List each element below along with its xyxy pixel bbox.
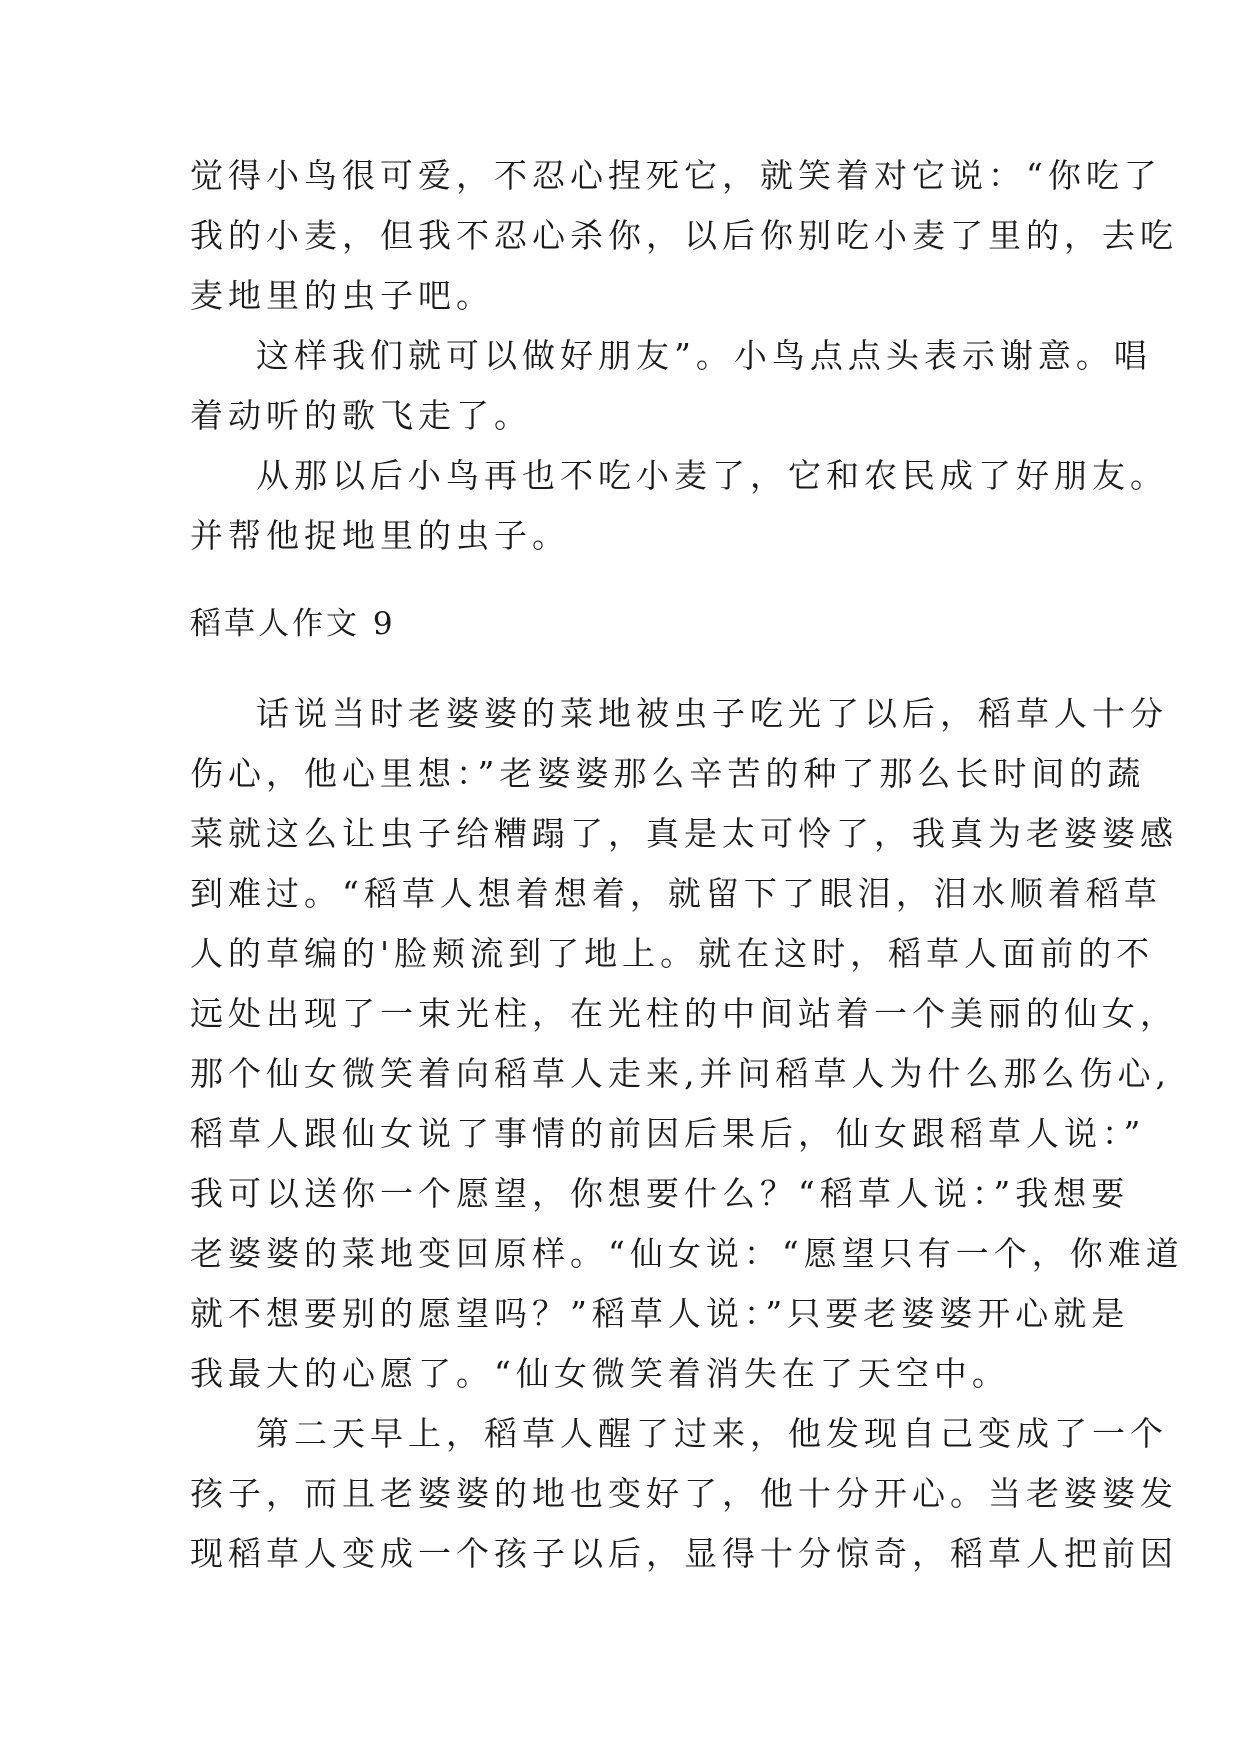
story-continuation-block <box>190 146 1178 566</box>
paragraph-line: 我最大的心愿了。“仙女微笑着消失在了天空中。 <box>190 1354 1010 1393</box>
paragraph-line: 那个仙女微笑着向稻草人走来,并问稻草人为什么那么伤心, <box>190 1054 1171 1093</box>
paragraph-line: 这样我们就可以做好朋友”。小鸟点点头表示谢意。唱 <box>256 336 1152 375</box>
paragraph-line: 话说当时老婆婆的菜地被虫子吃光了以后，稻草人十分 <box>256 694 1168 733</box>
paragraph-line: 伤心，他心里想：”老婆婆那么辛苦的种了那么长时间的蔬 <box>190 754 1146 793</box>
paragraph-line: 我的小麦，但我不忍心杀你，以后你别吃小麦了里的，去吃 <box>190 216 1178 255</box>
paragraph-line: 人的草编的'脸颊流到了地上。就在这时，稻草人面前的不 <box>190 934 1155 973</box>
essay-body-block <box>190 684 1184 1584</box>
section-title: 稻草人作文 9 <box>190 606 396 642</box>
paragraph-line: 就不想要别的愿望吗？”稻草人说：”只要老婆婆开心就是 <box>190 1294 1130 1333</box>
paragraph-line: 孩子，而且老婆婆的地也变好了，他十分开心。当老婆婆发 <box>190 1474 1178 1513</box>
paragraph-line: 并帮他捉地里的虫子。 <box>190 516 570 555</box>
paragraph-line: 到难过。“稻草人想着想着，就留下了眼泪，泪水顺着稻草 <box>190 874 1162 913</box>
paragraph-line: 现稻草人变成一个孩子以后，显得十分惊奇，稻草人把前因 <box>190 1534 1178 1573</box>
paragraph-line: 麦地里的虫子吧。 <box>190 276 494 315</box>
paragraph-line: 觉得小鸟很可爱，不忍心捏死它，就笑着对它说：“你吃了 <box>190 156 1162 195</box>
paragraph-line: 我可以送你一个愿望，你想要什么？“稻草人说：”我想要 <box>190 1174 1130 1213</box>
paragraph-line: 菜就这么让虫子给糟蹋了，真是太可怜了，我真为老婆婆感 <box>190 814 1178 853</box>
paragraph-line: 老婆婆的菜地变回原样。“仙女说：“愿望只有一个，你难道 <box>190 1234 1184 1273</box>
paragraph-line: 着动听的歌飞走了。 <box>190 396 532 435</box>
paragraph-line: 第二天早上，稻草人醒了过来，他发现自己变成了一个 <box>256 1414 1168 1453</box>
paragraph-line: 从那以后小鸟再也不吃小麦了，它和农民成了好朋友。 <box>256 456 1168 495</box>
paragraph-line: 远处出现了一束光柱，在光柱的中间站着一个美丽的仙女， <box>190 994 1178 1033</box>
paragraph-line: 稻草人跟仙女说了事情的前因后果后，仙女跟稻草人说：” <box>190 1114 1146 1153</box>
